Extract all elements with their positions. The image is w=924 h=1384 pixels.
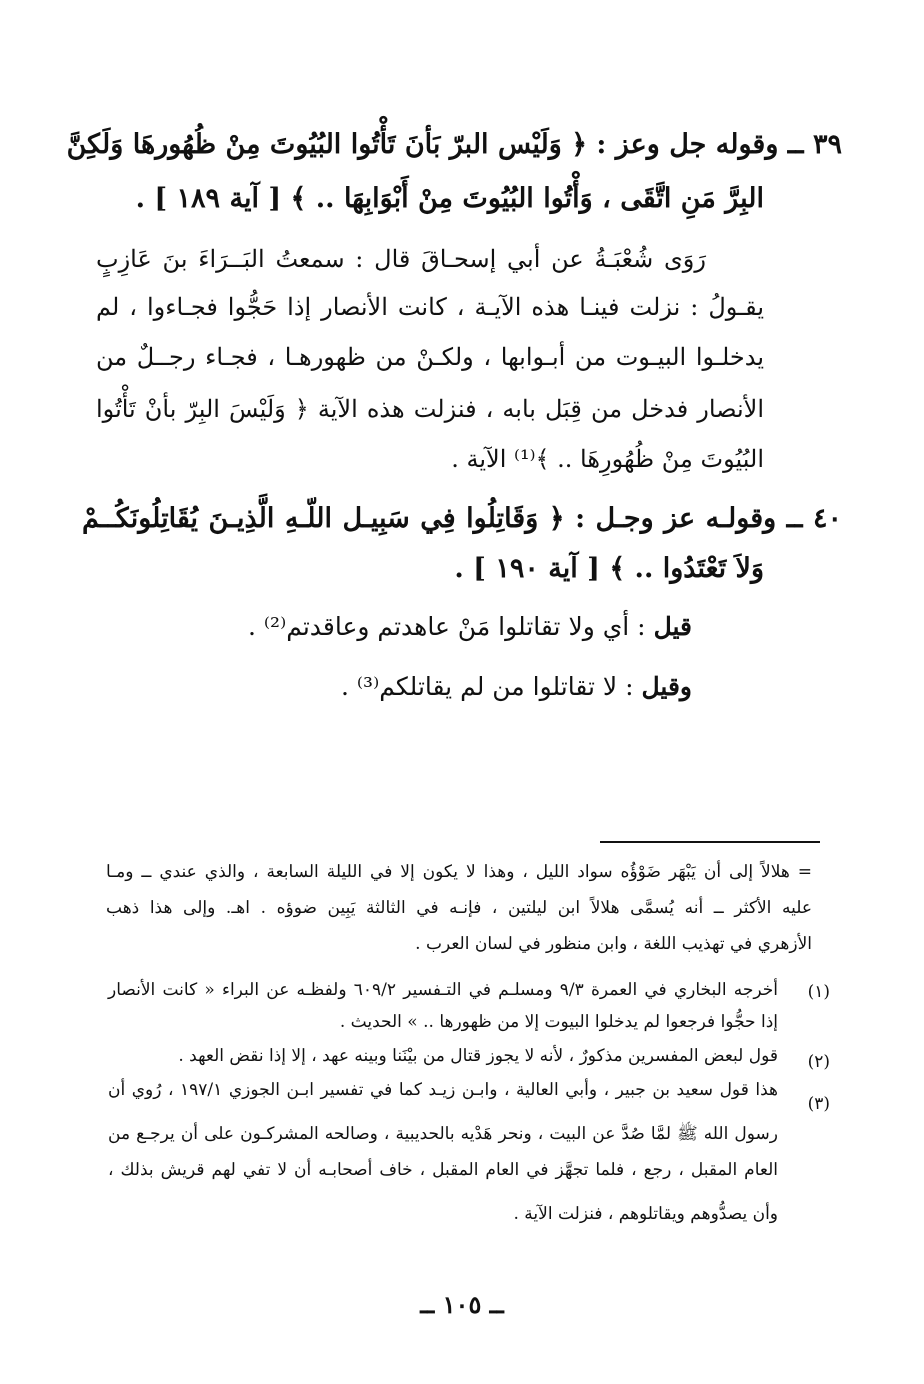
footnote-1-line-1: أخرجه البخاري في العمرة ٩/٣ ومسلـم في التـفسير ٦٠٩/٢ ولفظـه عن البراء « كانت الأنصار bbox=[108, 980, 778, 1000]
footnote-separator bbox=[600, 841, 820, 843]
footnote-3-line-1: هذا قول سعيد بن جبير ، وأبي العالية ، وابـن زيـد كما في تفسير ابـن الجوزي ١٩٧/١ ، رُوي أن bbox=[108, 1080, 778, 1100]
footnote-3-line-2: رسول الله ﷺ لمَّا صُدَّ عن البيت ، ونحر هَدْيه بالحديبية ، وصالحه المشركـون على أن يرجـع من bbox=[108, 1124, 778, 1144]
interpretation-2-text: : لا تقاتلوا من لم يقاتلكم⁽³⁾ . bbox=[341, 672, 642, 701]
entry-39-heading-line-2: البِرَّ مَنِ اتَّقَى ، وَأْتُوا البُيُوتَ مِنْ أَبْوَابِهَا .. ﴾ [ آية ١٨٩ ] . bbox=[135, 183, 764, 214]
entry-39-heading-line-1: ٣٩ ــ وقوله جل وعز : ﴿ وَلَيْس البرّ بَأنَ تَأْتُوا البُيُوتَ مِنْ ظُهُورهَا وَلَكِنَّ bbox=[66, 129, 842, 160]
entry-40-interpretation-1 bbox=[248, 612, 692, 641]
footnote-continued-line-1: = هلالاً إلى أن يَبْهَر ضَوْؤُه سواد الليل ، وهذا لا يكون إلا في الليلة السابعة ، والذي عندي ــ ومـا bbox=[106, 862, 812, 882]
footnote-continued-line-2: عليه الأكثر ــ أنه يُسمَّى هلالاً ابن ليلتين ، فإنـه في الثالثة يَبِين ضوؤه . اهـ. وإلى هذا ذهب bbox=[106, 898, 812, 918]
footnote-2-number: (٢) bbox=[807, 1052, 830, 1072]
footnote-3-number: (٣) bbox=[807, 1094, 830, 1114]
entry-39-body-line-3: يدخلـوا البيـوت من أبـوابها ، ولكـنْ من ظهورهـا ، فجـاء رجــلٌ من bbox=[96, 343, 764, 371]
interpretation-1-text: : أي ولا تقاتلوا مَنْ عاهدتم وعاقدتم⁽²⁾ . bbox=[247, 612, 654, 641]
entry-40-heading-line-1: ٤٠ ــ وقولـه عز وجـل : ﴿ وَقَاتِلُوا فِي سَبِيـل اللّـهِ الَّذِيـنَ يُقَاتِلُونَكُــمْ bbox=[82, 503, 842, 534]
entry-39-body-line-2: يقـولُ : نزلت فينـا هذه الآيـة ، كانت الأنصار إذا حَجُّوا فجـاءوا ، لم bbox=[96, 293, 764, 321]
footnote-3-line-3: العام المقبل ، رجع ، فلما تجهَّز في العام المقبل ، خاف أصحابـه أن لا تفي لهم قريش بذلك ، bbox=[108, 1160, 778, 1180]
footnote-1-line-2: إذا حجُّوا فرجعوا لم يدخلوا البيوت إلا من ظهورها .. » الحديث . bbox=[339, 1012, 778, 1032]
page-number: ــ ١٠٥ ــ bbox=[420, 1290, 504, 1319]
footnote-2-line-1: قول لبعض المفسرين مذكورٌ ، لأنه لا يجوز قتال من بيْنَنا وبينه عهد ، إلا إذا نقض العهد . bbox=[178, 1046, 778, 1066]
interpretation-1-label: قيل bbox=[653, 612, 692, 641]
entry-39-body-line-1: رَوَى شُعْبَـةُ عن أبي إسحـاقَ قال : سمعتُ البَــرَاءَ بنَ عَازِبٍ bbox=[96, 245, 706, 273]
footnote-continued-line-3: الأزهري في تهذيب اللغة ، وابن منظور في لسان العرب . bbox=[415, 934, 812, 954]
entry-39-body-line-5: البُيُوتَ مِنْ ظُهُورِهَا .. ﴾⁽¹⁾ الآية . bbox=[451, 445, 764, 473]
footnote-1-number: (١) bbox=[807, 982, 830, 1002]
entry-40-heading-line-2: وَلاَ تَعْتَدُوا .. ﴾ [ آية ١٩٠ ] . bbox=[454, 553, 764, 584]
entry-40-interpretation-2 bbox=[341, 672, 692, 701]
interpretation-2-label: وقيل bbox=[641, 672, 692, 701]
entry-39-body-line-4: الأنصار فدخل من قِبَل بابه ، فنزلت هذه الآية ﴿ وَلَيْسَ البِرّ بأنْ تَأْتُوا bbox=[96, 395, 764, 423]
footnote-3-line-4: وأن يصدُّوهم ويقاتلوهم ، فنزلت الآية . bbox=[513, 1204, 778, 1224]
